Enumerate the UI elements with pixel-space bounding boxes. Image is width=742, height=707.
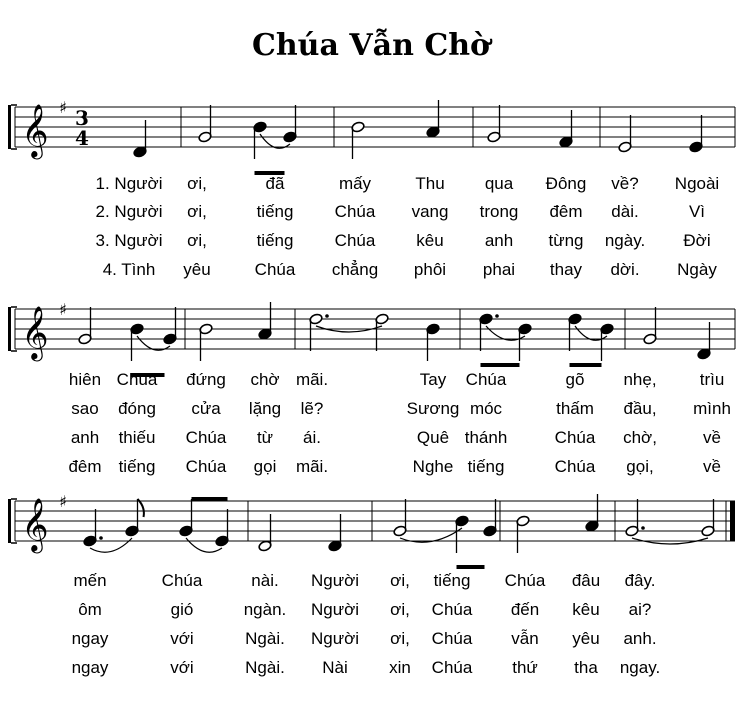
lyric-syllable: phôi xyxy=(413,260,447,279)
lyric-syllable: ai? xyxy=(628,600,652,619)
lyric-syllable: đây. xyxy=(624,571,656,590)
lyric-syllable: Vì xyxy=(688,202,706,221)
lyric-syllable: ngày. xyxy=(604,231,646,250)
lyric-syllable: Sương xyxy=(406,399,460,418)
lyric-syllable: sao xyxy=(71,399,99,418)
lyric-syllable: Nài xyxy=(322,658,348,677)
lyric-syllable: yêu xyxy=(183,260,211,279)
lyric-syllable: đã xyxy=(265,174,285,193)
lyric-syllable: mãi. xyxy=(295,370,329,389)
lyric-syllable: Chúa xyxy=(185,428,227,447)
lyric-syllable: yêu xyxy=(572,629,600,648)
sharp-icon: ♯ xyxy=(59,492,67,511)
lyric-syllable: ơi, xyxy=(187,202,207,221)
lyric-syllable: Người xyxy=(310,571,360,590)
lyric-syllable: Chúa xyxy=(254,260,296,279)
lyric-syllable: ngay. xyxy=(619,658,661,677)
lyric-syllable: 3. Người xyxy=(95,231,163,250)
lyric-syllable: anh xyxy=(484,231,514,250)
lyric-syllable: ơi, xyxy=(390,629,410,648)
lyric-syllable: kêu xyxy=(416,231,444,250)
lyric-syllable: trong xyxy=(479,202,519,221)
lyric-syllable: thấm xyxy=(556,399,594,418)
lyric-syllable: đêm xyxy=(549,202,583,221)
sharp-icon: ♯ xyxy=(59,300,67,319)
lyric-syllable: Đời xyxy=(683,231,711,250)
lyric-syllable: thánh xyxy=(464,428,508,447)
lyric-syllable: ơi, xyxy=(390,600,410,619)
lyric-syllable: ngay xyxy=(71,658,109,677)
time-signature-top: 3 xyxy=(75,106,89,130)
lyric-syllable: Thu xyxy=(415,174,445,193)
lyric-syllable: đâu xyxy=(571,571,601,590)
lyric-syllable: nhẹ, xyxy=(623,370,657,389)
lyric-syllable: ôm xyxy=(78,600,102,619)
lyric-syllable: Chúa xyxy=(334,231,376,250)
lyric-syllable: thứ xyxy=(512,658,538,677)
lyric-syllable: Chúa xyxy=(334,202,376,221)
lyric-syllable: tiếng xyxy=(256,202,294,221)
lyric-syllable: với xyxy=(170,629,194,648)
lyric-syllable: tiếng xyxy=(118,457,156,476)
beam xyxy=(570,363,602,367)
bracket xyxy=(8,499,11,543)
lyric-syllable: Chúa xyxy=(431,658,473,677)
lyric-syllable: từ xyxy=(256,428,274,447)
lyric-syllable: với xyxy=(170,658,194,677)
lyric-syllable: Người xyxy=(310,600,360,619)
lyric-syllable: Chúa xyxy=(554,457,596,476)
lyric-syllable: Chúa xyxy=(431,600,473,619)
lyric-syllable: xin xyxy=(389,658,411,677)
lyric-syllable: dài. xyxy=(611,202,639,221)
lyric-syllable: về? xyxy=(611,174,639,193)
beam xyxy=(481,363,520,367)
lyric-syllable: vang xyxy=(411,202,449,221)
lyric-syllable: dời. xyxy=(610,260,640,279)
lyric-syllable: ái. xyxy=(303,428,321,447)
lyric-syllable: tiếng xyxy=(256,231,294,250)
lyric-syllable: mình xyxy=(693,399,731,418)
lyric-syllable: đến xyxy=(510,600,540,619)
lyric-syllable: anh. xyxy=(623,629,657,648)
lyric-syllable: anh xyxy=(70,428,100,447)
lyric-syllable: lẽ? xyxy=(300,399,324,418)
lyric-syllable: 1. Người xyxy=(95,174,163,193)
lyric-syllable: tha xyxy=(574,658,598,677)
staff-system-2 xyxy=(8,302,735,377)
dot xyxy=(641,526,645,530)
lyric-syllable: về xyxy=(703,428,721,447)
lyric-syllable: cửa xyxy=(191,399,221,418)
lyric-syllable: về xyxy=(703,457,721,476)
bracket xyxy=(8,105,11,149)
beam xyxy=(192,497,228,501)
bracket xyxy=(8,307,11,351)
lyric-syllable: thiếu xyxy=(118,428,156,447)
lyric-syllable: chờ, xyxy=(623,428,657,447)
lyric-syllable: đầu, xyxy=(623,399,657,418)
lyric-syllable: Quê xyxy=(416,428,450,447)
lyric-syllable: thay xyxy=(549,260,583,279)
lyric-syllable: kêu xyxy=(572,600,600,619)
lyric-syllable: móc xyxy=(469,399,503,418)
lyric-syllable: gõ xyxy=(565,370,585,389)
lyric-syllable: Ngoài xyxy=(674,174,720,193)
lyric-syllable: Chúa xyxy=(465,370,507,389)
treble-clef-icon: 𝄞 xyxy=(21,305,49,359)
dot xyxy=(325,314,329,318)
lyric-syllable: chẳng xyxy=(331,260,379,279)
dot xyxy=(99,536,103,540)
lyric-syllable: phai xyxy=(482,260,516,279)
lyric-syllable: Ngày xyxy=(677,260,717,279)
lyric-syllable: vẫn xyxy=(511,629,539,648)
lyric-syllable: Chúa xyxy=(161,571,203,590)
time-signature-bottom: 4 xyxy=(75,126,89,150)
lyric-syllable: ơi, xyxy=(390,571,410,590)
lyric-syllable: mãi. xyxy=(295,457,329,476)
lyric-syllable: 2. Người xyxy=(95,202,163,221)
lyric-syllable: Người xyxy=(310,629,360,648)
lyric-syllable: đêm xyxy=(68,457,102,476)
lyric-syllable: Chúa xyxy=(504,571,546,590)
lyric-syllable: ơi, xyxy=(187,231,207,250)
lyric-syllable: tiếng xyxy=(433,571,471,590)
lyric-syllable: ngàn. xyxy=(243,600,287,619)
lyric-syllable: trìu xyxy=(699,370,725,389)
note-flag xyxy=(138,499,144,517)
lyric-syllable: Đông xyxy=(545,174,587,193)
beam xyxy=(457,565,485,569)
sharp-icon: ♯ xyxy=(59,98,67,117)
lyric-syllable: 4. Tình xyxy=(102,260,156,279)
lyric-syllable: Tay xyxy=(419,370,447,389)
lyric-syllable: gọi xyxy=(253,457,277,476)
final-barline xyxy=(730,501,735,541)
lyric-syllable: Chúa xyxy=(554,428,596,447)
lyric-syllable: chờ xyxy=(250,370,280,389)
lyric-syllable: Ngài. xyxy=(245,658,285,677)
lyric-syllable: Chúa xyxy=(185,457,227,476)
lyric-syllable: tiếng xyxy=(467,457,505,476)
lyric-syllable: ơi, xyxy=(187,174,207,193)
lyric-syllable: Nghe xyxy=(412,457,454,476)
staff-system-3 xyxy=(8,494,735,569)
lyric-syllable: Chúa xyxy=(116,370,158,389)
lyric-syllable: Chúa xyxy=(431,629,473,648)
lyric-syllable: qua xyxy=(484,174,514,193)
lyric-syllable: Ngài. xyxy=(245,629,285,648)
lyric-syllable: mến xyxy=(73,571,107,590)
treble-clef-icon: 𝄞 xyxy=(21,103,49,157)
lyric-syllable: ngay xyxy=(71,629,109,648)
dot xyxy=(495,314,499,318)
lyric-syllable: nài. xyxy=(251,571,279,590)
lyric-syllable: từng xyxy=(548,231,584,250)
lyric-syllable: hiên xyxy=(68,370,102,389)
slur xyxy=(400,528,462,542)
staff-system-1 xyxy=(8,100,735,175)
lyric-syllable: lặng xyxy=(248,399,282,418)
lyric-syllable: mấy xyxy=(338,174,372,193)
lyric-syllable: gió xyxy=(170,600,194,619)
treble-clef-icon: 𝄞 xyxy=(21,497,49,551)
lyric-syllable: gọi, xyxy=(626,457,654,476)
lyric-syllable: đóng xyxy=(118,399,156,418)
lyric-syllable: đứng xyxy=(186,370,226,389)
song-title: Chúa Vẫn Chờ xyxy=(251,28,491,63)
